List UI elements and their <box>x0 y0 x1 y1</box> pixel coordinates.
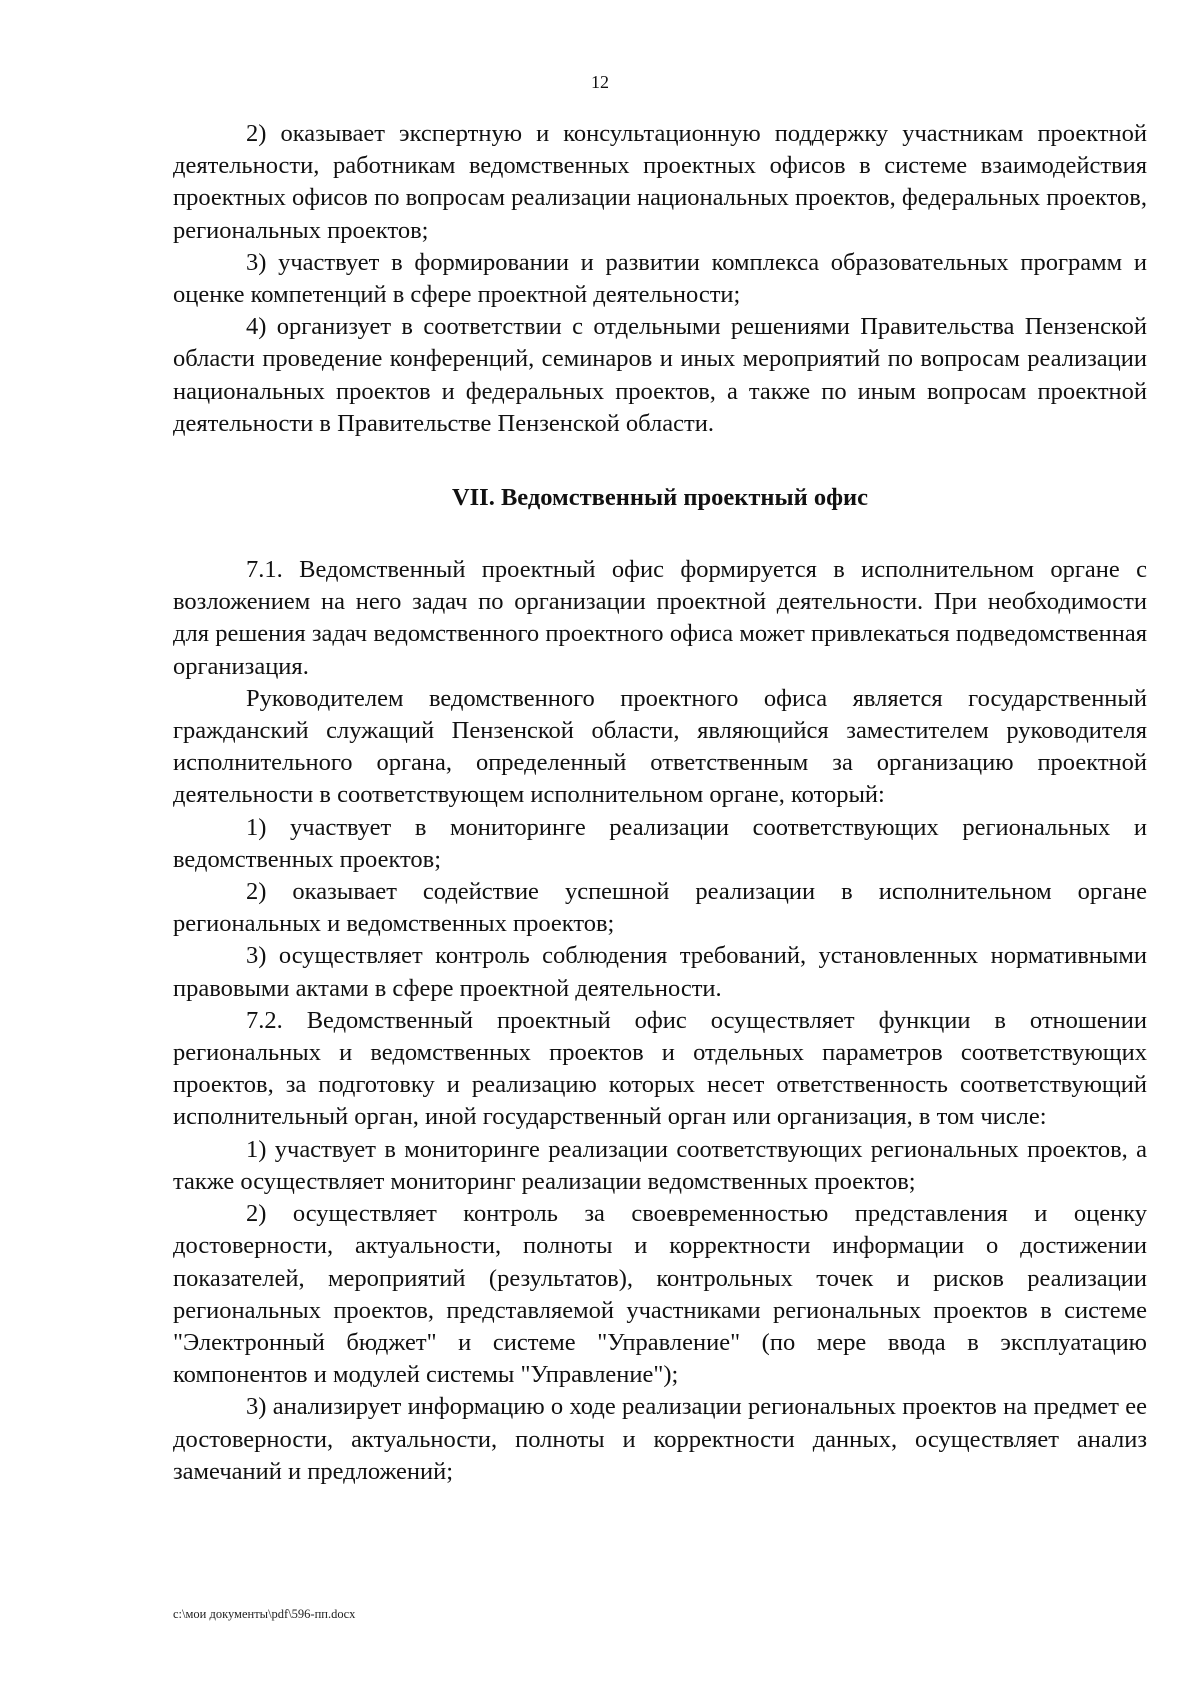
page-number: 12 <box>591 72 609 92</box>
paragraph: 2) оказывает содействие успешной реализации в исполнительном органе региональных и ведомственных проектов; <box>173 878 1147 938</box>
section-heading: VII. Ведомственный проектный офис <box>451 484 869 512</box>
paragraph: 2) оказывает экспертную и консультационную поддержку участникам проектной деятельности, работникам ведомственных проектных офисов в системе взаимодействия проектных офисов по вопросам реализации национальных проектов, федеральных проектов, региональных проектов; <box>173 120 1147 244</box>
paragraph: 2) осуществляет контроль за своевременностью представления и оценку достоверности, актуальности, полноты и корректности информации о достижении показателей, мероприятий (результатов), контрольных точек и рисков реализации региональных проектов, представляемой участниками региональных проектов в системе "Электронный бюджет" и системе "Управление" (по мере ввода в эксплуатацию компонентов и модулей системы "Управление"); <box>173 1200 1147 1389</box>
paragraph: 3) осуществляет контроль соблюдения требований, установленных нормативными правовыми актами в сфере проектной деятельности. <box>173 942 1147 1002</box>
paragraph: 1) участвует в мониторинге реализации соответствующих региональных и ведомственных проектов; <box>173 813 1147 873</box>
paragraph: 7.1. Ведомственный проектный офис формируется в исполнительном органе с возложением на него задач по организации проектной деятельности. При необходимости для решения задач ведомственного проектного офиса может привлекаться подведомственная организация. <box>173 556 1147 680</box>
paragraph: 3) анализирует информацию о ходе реализации региональных проектов на предмет ее достоверности, актуальности, полноты и корректности данных, осуществляет анализ замечаний и предложений; <box>173 1393 1147 1485</box>
document-body <box>173 118 1147 1488</box>
paragraph: 4) организует в соответствии с отдельными решениями Правительства Пензенской области проведение конференций, семинаров и иных мероприятий по вопросам реализации национальных проектов и федеральных проектов, а также по иным вопросам проектной деятельности в Правительстве Пензенской области. <box>173 313 1147 437</box>
paragraph: 1) участвует в мониторинге реализации соответствующих региональных проектов, а также осуществляет мониторинг реализации ведомственных проектов; <box>173 1135 1147 1195</box>
paragraph: 7.2. Ведомственный проектный офис осуществляет функции в отношении региональных и ведомственных проектов и отдельных параметров соответствующих проектов, за подготовку и реализацию которых несет ответственность соответствующий исполнительный орган, иной государственный орган или организация, в том числе: <box>173 1006 1147 1131</box>
footer-file-path: c:\мои документы\pdf\596-пп.docx <box>173 1607 356 1621</box>
paragraph: 3) участвует в формировании и развитии комплекса образовательных программ и оценке компетенций в сфере проектной деятельности; <box>173 248 1147 309</box>
paragraph: Руководителем ведомственного проектного офиса является государственный гражданский служащий Пензенской области, являющийся заместителем руководителя исполнительного органа, определенный ответственным за организацию проектной деятельности в соответствующем исполнительном органе, который: <box>173 684 1147 809</box>
